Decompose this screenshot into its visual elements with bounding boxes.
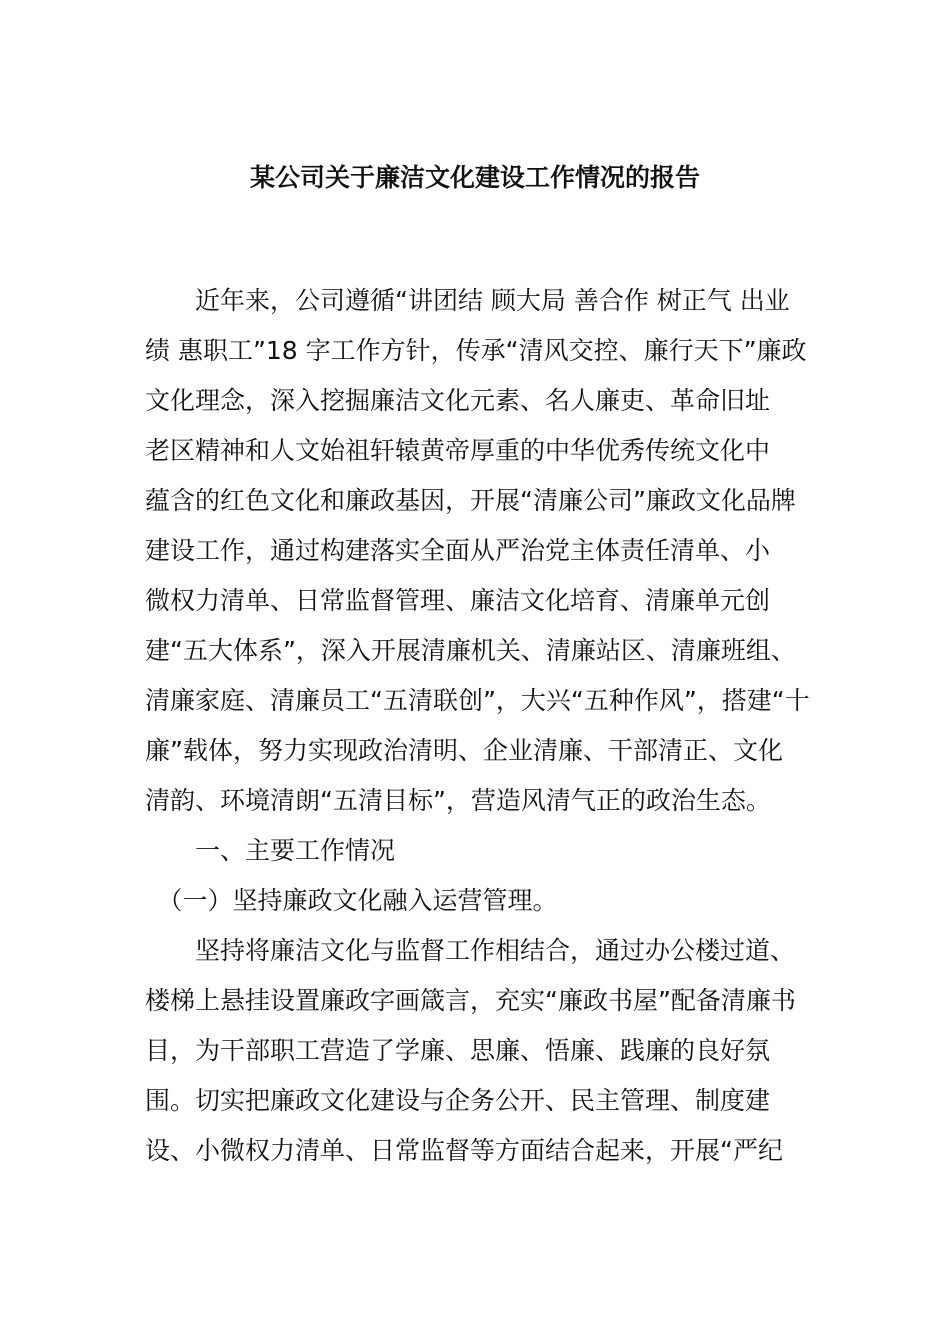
- body-line: 蕴含的红色文化和廉政基因，开展“清廉公司”廉政文化品牌: [145, 486, 796, 515]
- body-line: 清廉家庭、清廉员工“五清联创”，大兴“五种作风”，搭建“十: [145, 686, 810, 715]
- body-line: 老区精神和人文始祖轩辕黄帝厚重的中华优秀传统文化中: [145, 436, 771, 465]
- body-line: 建“五大体系”，深入开展清廉机关、清廉站区、清廉班组、: [145, 636, 796, 665]
- body-line: 目，为干部职工营造了学廉、思廉、悟廉、践廉的良好氛: [145, 1036, 771, 1065]
- body-line: 近年来，公司遵循“讲团结 顾大局 善合作 树正气 出业: [145, 286, 790, 315]
- body-line: 微权力清单、日常监督管理、廉洁文化培育、清廉单元创: [145, 586, 771, 615]
- body-line: 清韵、环境清朗“五清目标”，营造风清气正的政治生态。: [145, 786, 771, 815]
- body-line: 建设工作，通过构建落实全面从严治党主体责任清单、小: [145, 536, 771, 565]
- body-line: 设、小微权力清单、日常监督等方面结合起来，开展“严纪: [145, 1136, 783, 1165]
- body-line: 廉”载体，努力实现政治清明、企业清廉、干部清正、文化: [145, 736, 783, 765]
- body-line: 楼梯上悬挂设置廉政字画箴言，充实“廉政书屋”配备清廉书: [145, 986, 796, 1015]
- body-line: 坚持将廉洁文化与监督工作相结合，通过办公楼过道、: [145, 936, 796, 965]
- subsection-heading: （一）坚持廉政文化融入运营管理。: [145, 886, 558, 915]
- body-line: 文化理念，深入挖掘廉洁文化元素、名人廉吏、革命旧址: [145, 386, 771, 415]
- section-heading: 一、主要工作情况: [145, 836, 396, 865]
- body-line: 绩 惠职工”18 字工作方针，传承“清风交控、廉行天下”廉政: [145, 336, 807, 365]
- document-title: 某公司关于廉洁文化建设工作情况的报告: [249, 163, 700, 192]
- body-line: 围。切实把廉政文化建设与企务公开、民主管理、制度建: [145, 1086, 771, 1115]
